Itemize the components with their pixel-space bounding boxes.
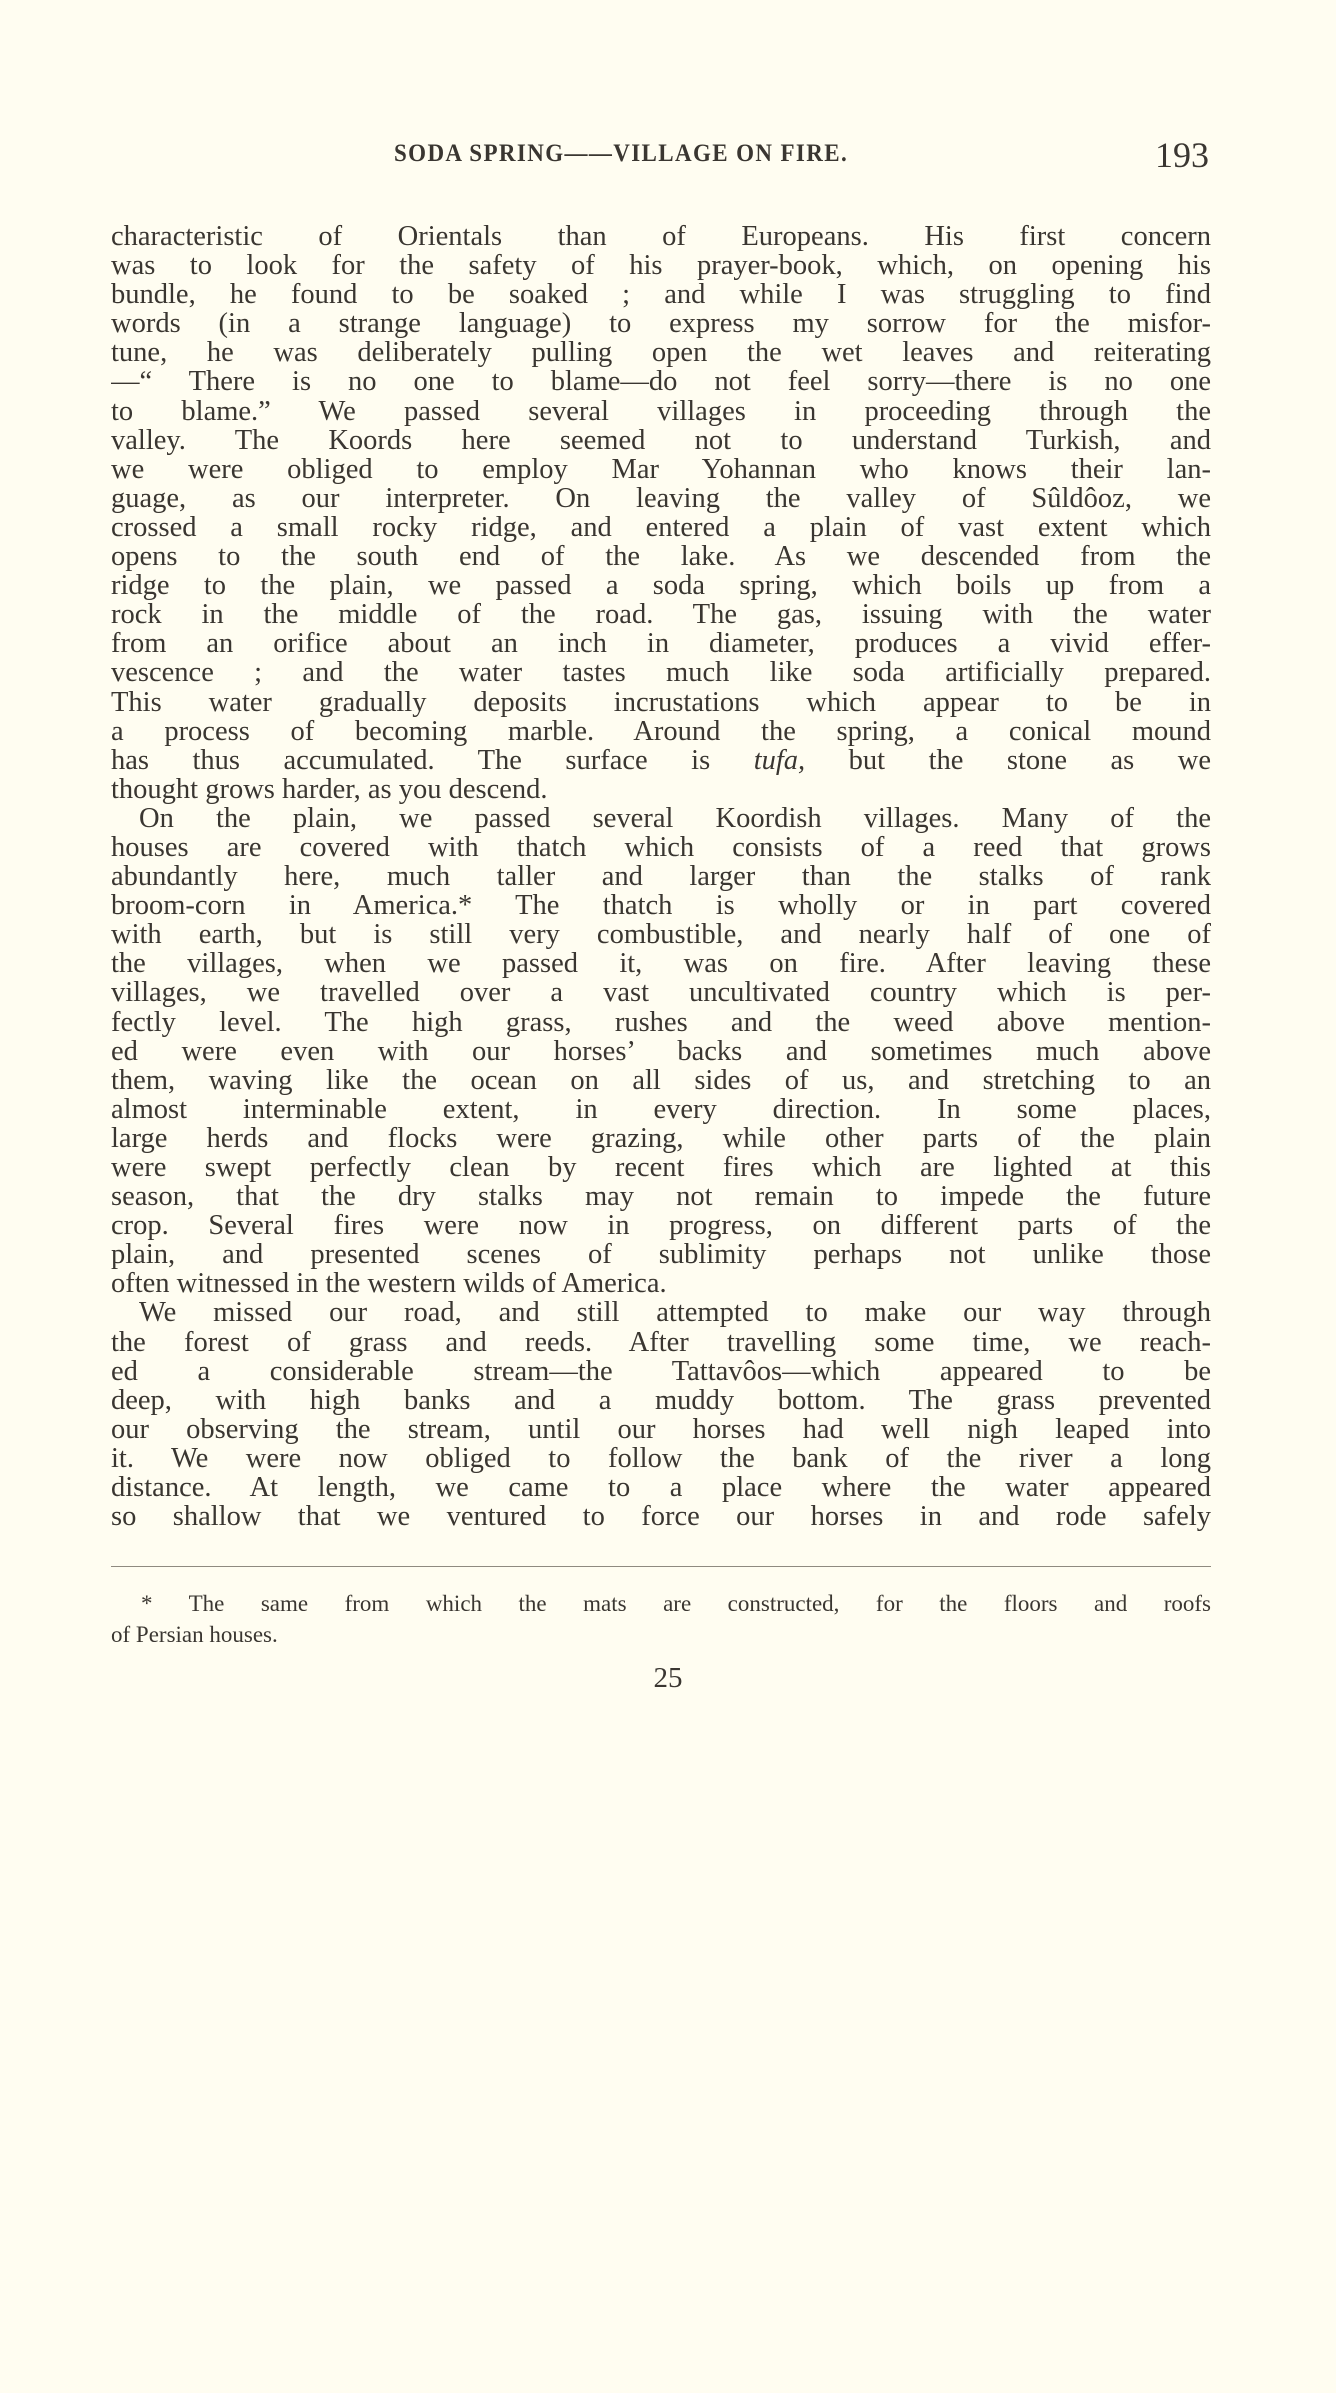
line-segment: but the stone as we: [805, 745, 1211, 775]
line-segment: has thus accumulated. The surface is: [111, 745, 754, 775]
body-line: thought grows harder, as you descend.: [111, 774, 548, 804]
footnote-line: * The same from which the mats are constructed, for the floors and roofs: [141, 1591, 1211, 1616]
body-line: season, that the dry stalks may not remain to impede the future: [111, 1182, 1211, 1212]
body-line: bundle, he found to be soaked ; and while I was struggling to find: [111, 280, 1211, 310]
body-line: We missed our road, and still attempted to make our way through: [139, 1298, 1211, 1328]
running-head-title: SODA SPRING——VILLAGE ON FIRE.: [394, 140, 849, 167]
footnote-rule: [111, 1566, 1211, 1567]
body-line: to blame.” We passed several villages in proceeding through the: [111, 396, 1211, 426]
body-line: the forest of grass and reeds. After travelling some time, we reach-: [111, 1327, 1211, 1357]
body-line: almost interminable extent, in every direction. In some places,: [111, 1094, 1211, 1124]
body-line: them, waving like the ocean on all sides of us, and stretching to an: [111, 1065, 1211, 1095]
body-line: On the plain, we passed several Koordish villages. Many of the: [139, 803, 1211, 833]
italic-word: tufa,: [753, 745, 806, 775]
footnote-line: of Persian houses.: [111, 1622, 278, 1647]
body-line: fectly level. The high grass, rushes and the weed above mention-: [111, 1007, 1211, 1037]
body-line: words (in a strange language) to express my sorrow for the misfor-: [111, 309, 1211, 339]
body-line: ed were even with our horses’ backs and sometimes much above: [111, 1036, 1211, 1066]
body-line: ed a considerable stream—the Tattavôos—which appeared to be: [111, 1356, 1211, 1386]
body-line: a process of becoming marble. Around the spring, a conical mound: [111, 716, 1211, 746]
body-line: was to look for the safety of his prayer-book, which, on opening his: [111, 251, 1211, 281]
body-line: This water gradually deposits incrustations which appear to be in: [111, 687, 1211, 717]
body-line: often witnessed in the western wilds of America.: [111, 1269, 667, 1299]
body-line: crossed a small rocky ridge, and entered a plain of vast extent which: [111, 512, 1211, 543]
footnote: [111, 1588, 1211, 1650]
body-line: from an orifice about an inch in diameter, produces a vivid effer-: [111, 629, 1211, 659]
body-line: our observing the stream, until our horses had well nigh leaped into: [111, 1414, 1211, 1444]
body-line: we were obliged to employ Mar Yohannan who knows their lan-: [111, 454, 1211, 484]
body-line: rock in the middle of the road. The gas, issuing with the water: [111, 600, 1211, 630]
body-line: opens to the south end of the lake. As we descended from the: [111, 542, 1211, 572]
body-line: houses are covered with thatch which consists of a reed that grows: [111, 832, 1211, 863]
body-line: large herds and flocks were grazing, while other parts of the plain: [111, 1123, 1211, 1153]
body-line: with earth, but is still very combustible, and nearly half of one of: [111, 920, 1211, 950]
body-line: [111, 746, 1211, 775]
body-line: were swept perfectly clean by recent fires which are lighted at this: [111, 1153, 1211, 1183]
body-line: vescence ; and the water tastes much like soda artificially prepared.: [111, 658, 1211, 688]
body-line: tune, he was deliberately pulling open the wet leaves and reiterating: [111, 338, 1211, 368]
body-line: villages, we travelled over a vast uncultivated country which is per-: [111, 978, 1211, 1008]
body-line: guage, as our interpreter. On leaving the valley of Sûldôoz, we: [111, 483, 1211, 513]
running-head: [111, 135, 1211, 180]
body-line: plain, and presented scenes of sublimity perhaps not unlike those: [111, 1240, 1211, 1270]
body-line: —“ There is no one to blame—do not feel sorry—there is no one: [111, 367, 1211, 397]
body-line: broom-corn in America.* The thatch is wholly or in part covered: [111, 891, 1211, 921]
body-line: abundantly here, much taller and larger than the stalks of rank: [111, 862, 1211, 892]
body-text: [111, 222, 1211, 1531]
body-line: characteristic of Orientals than of Europeans. His first concern: [111, 222, 1211, 252]
body-line: deep, with high banks and a muddy bottom. The grass prevented: [111, 1385, 1211, 1415]
body-line: the villages, when we passed it, was on fire. After leaving these: [111, 949, 1211, 979]
signature-mark: 25: [653, 1662, 683, 1694]
body-line: crop. Several fires were now in progress, on different parts of the: [111, 1211, 1211, 1241]
body-line: valley. The Koords here seemed not to understand Turkish, and: [111, 425, 1211, 455]
body-line: distance. At length, we came to a place where the water appeared: [111, 1473, 1211, 1503]
page-number: 193: [1155, 135, 1209, 175]
body-line: so shallow that we ventured to force our horses in and rode safely: [111, 1502, 1211, 1532]
body-line: it. We were now obliged to follow the bank of the river a long: [111, 1443, 1211, 1474]
body-line: ridge to the plain, we passed a soda spring, which boils up from a: [111, 571, 1211, 601]
